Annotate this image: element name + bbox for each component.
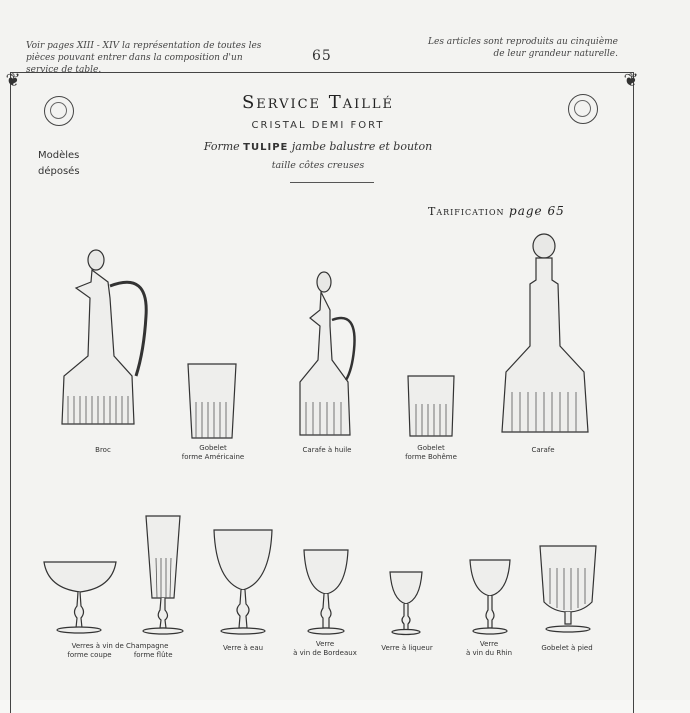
- header-note-left: Voir pages XIII - XIV la représentation de toutes les pièces pouvant entrer dans la composition d'un service de table.: [26, 41, 262, 75]
- header-note-right: Les articles sont reproduits au cinquième de leur grandeur naturelle.: [428, 37, 618, 59]
- gobelet-americaine-illustration: [186, 362, 238, 440]
- corner-ornament-left-icon: ❦: [5, 70, 21, 91]
- caption-carafe-huile: [272, 446, 382, 455]
- caption-verres-champagne: [50, 642, 190, 660]
- form-name: TULIPE: [243, 142, 289, 153]
- flute-champagne-illustration: [140, 514, 186, 636]
- item-name: Verre à liqueur: [381, 644, 433, 652]
- broc-illustration: [54, 246, 154, 441]
- carafe-illustration: [500, 232, 592, 438]
- form-suffix: jambe balustre et bouton: [291, 140, 433, 153]
- item-sub: à vin du Rhin: [465, 649, 513, 657]
- item-name: Verre à eau: [222, 644, 264, 652]
- verre-liqueur-illustration: [388, 570, 424, 636]
- item-name: Gobelet: [199, 444, 227, 452]
- caption-gobelet-pied: [512, 644, 622, 653]
- page-subtitle: CRISTAL DEMI FORT: [251, 120, 385, 131]
- models-label-line2: déposés: [38, 166, 80, 177]
- item-name: Carafe: [531, 446, 555, 454]
- item-sub: forme Américaine: [181, 453, 245, 461]
- page-title: Service Taillé: [241, 92, 395, 113]
- caption-carafe: [488, 446, 598, 455]
- cut-description: taille côtes creuses: [271, 160, 365, 171]
- tarification-label: [428, 204, 565, 218]
- gobelet-pied-illustration: [538, 544, 598, 636]
- caption-broc: [48, 446, 158, 455]
- caption-gobelet-americaine: [158, 444, 268, 462]
- verre-bordeaux-illustration: [302, 548, 350, 636]
- coupe-champagne-illustration: [42, 558, 118, 634]
- item-name: Gobelet à pied: [541, 644, 593, 652]
- item-name: Gobelet: [417, 444, 445, 452]
- item-sub: à vin de Bordeaux: [293, 649, 357, 657]
- item-sub: forme coupe forme flûte: [67, 651, 173, 659]
- verre-rhin-illustration: [468, 558, 512, 636]
- item-sub: forme Bohême: [405, 453, 457, 461]
- item-name: Carafe à huile: [302, 446, 352, 454]
- corner-ornament-right-icon: ❦: [623, 70, 639, 91]
- item-name: Verres à vin de Champagne: [71, 642, 169, 650]
- item-name: Verre: [315, 640, 335, 648]
- caption-gobelet-boheme: [376, 444, 486, 462]
- models-label: [38, 148, 80, 180]
- verre-eau-illustration: [212, 528, 274, 636]
- gobelet-boheme-illustration: [406, 374, 456, 438]
- page-number: 65: [312, 48, 332, 64]
- title-divider: [290, 182, 374, 183]
- item-name: Broc: [95, 446, 111, 454]
- tarification-text: Tarification: [428, 205, 505, 218]
- carafe-huile-illustration: [296, 270, 358, 440]
- form-prefix: Forme: [203, 140, 240, 153]
- item-name: Verre: [479, 640, 499, 648]
- models-label-line1: Modèles: [38, 150, 80, 161]
- tarification-page: page 65: [509, 204, 565, 218]
- form-description: [0, 140, 636, 153]
